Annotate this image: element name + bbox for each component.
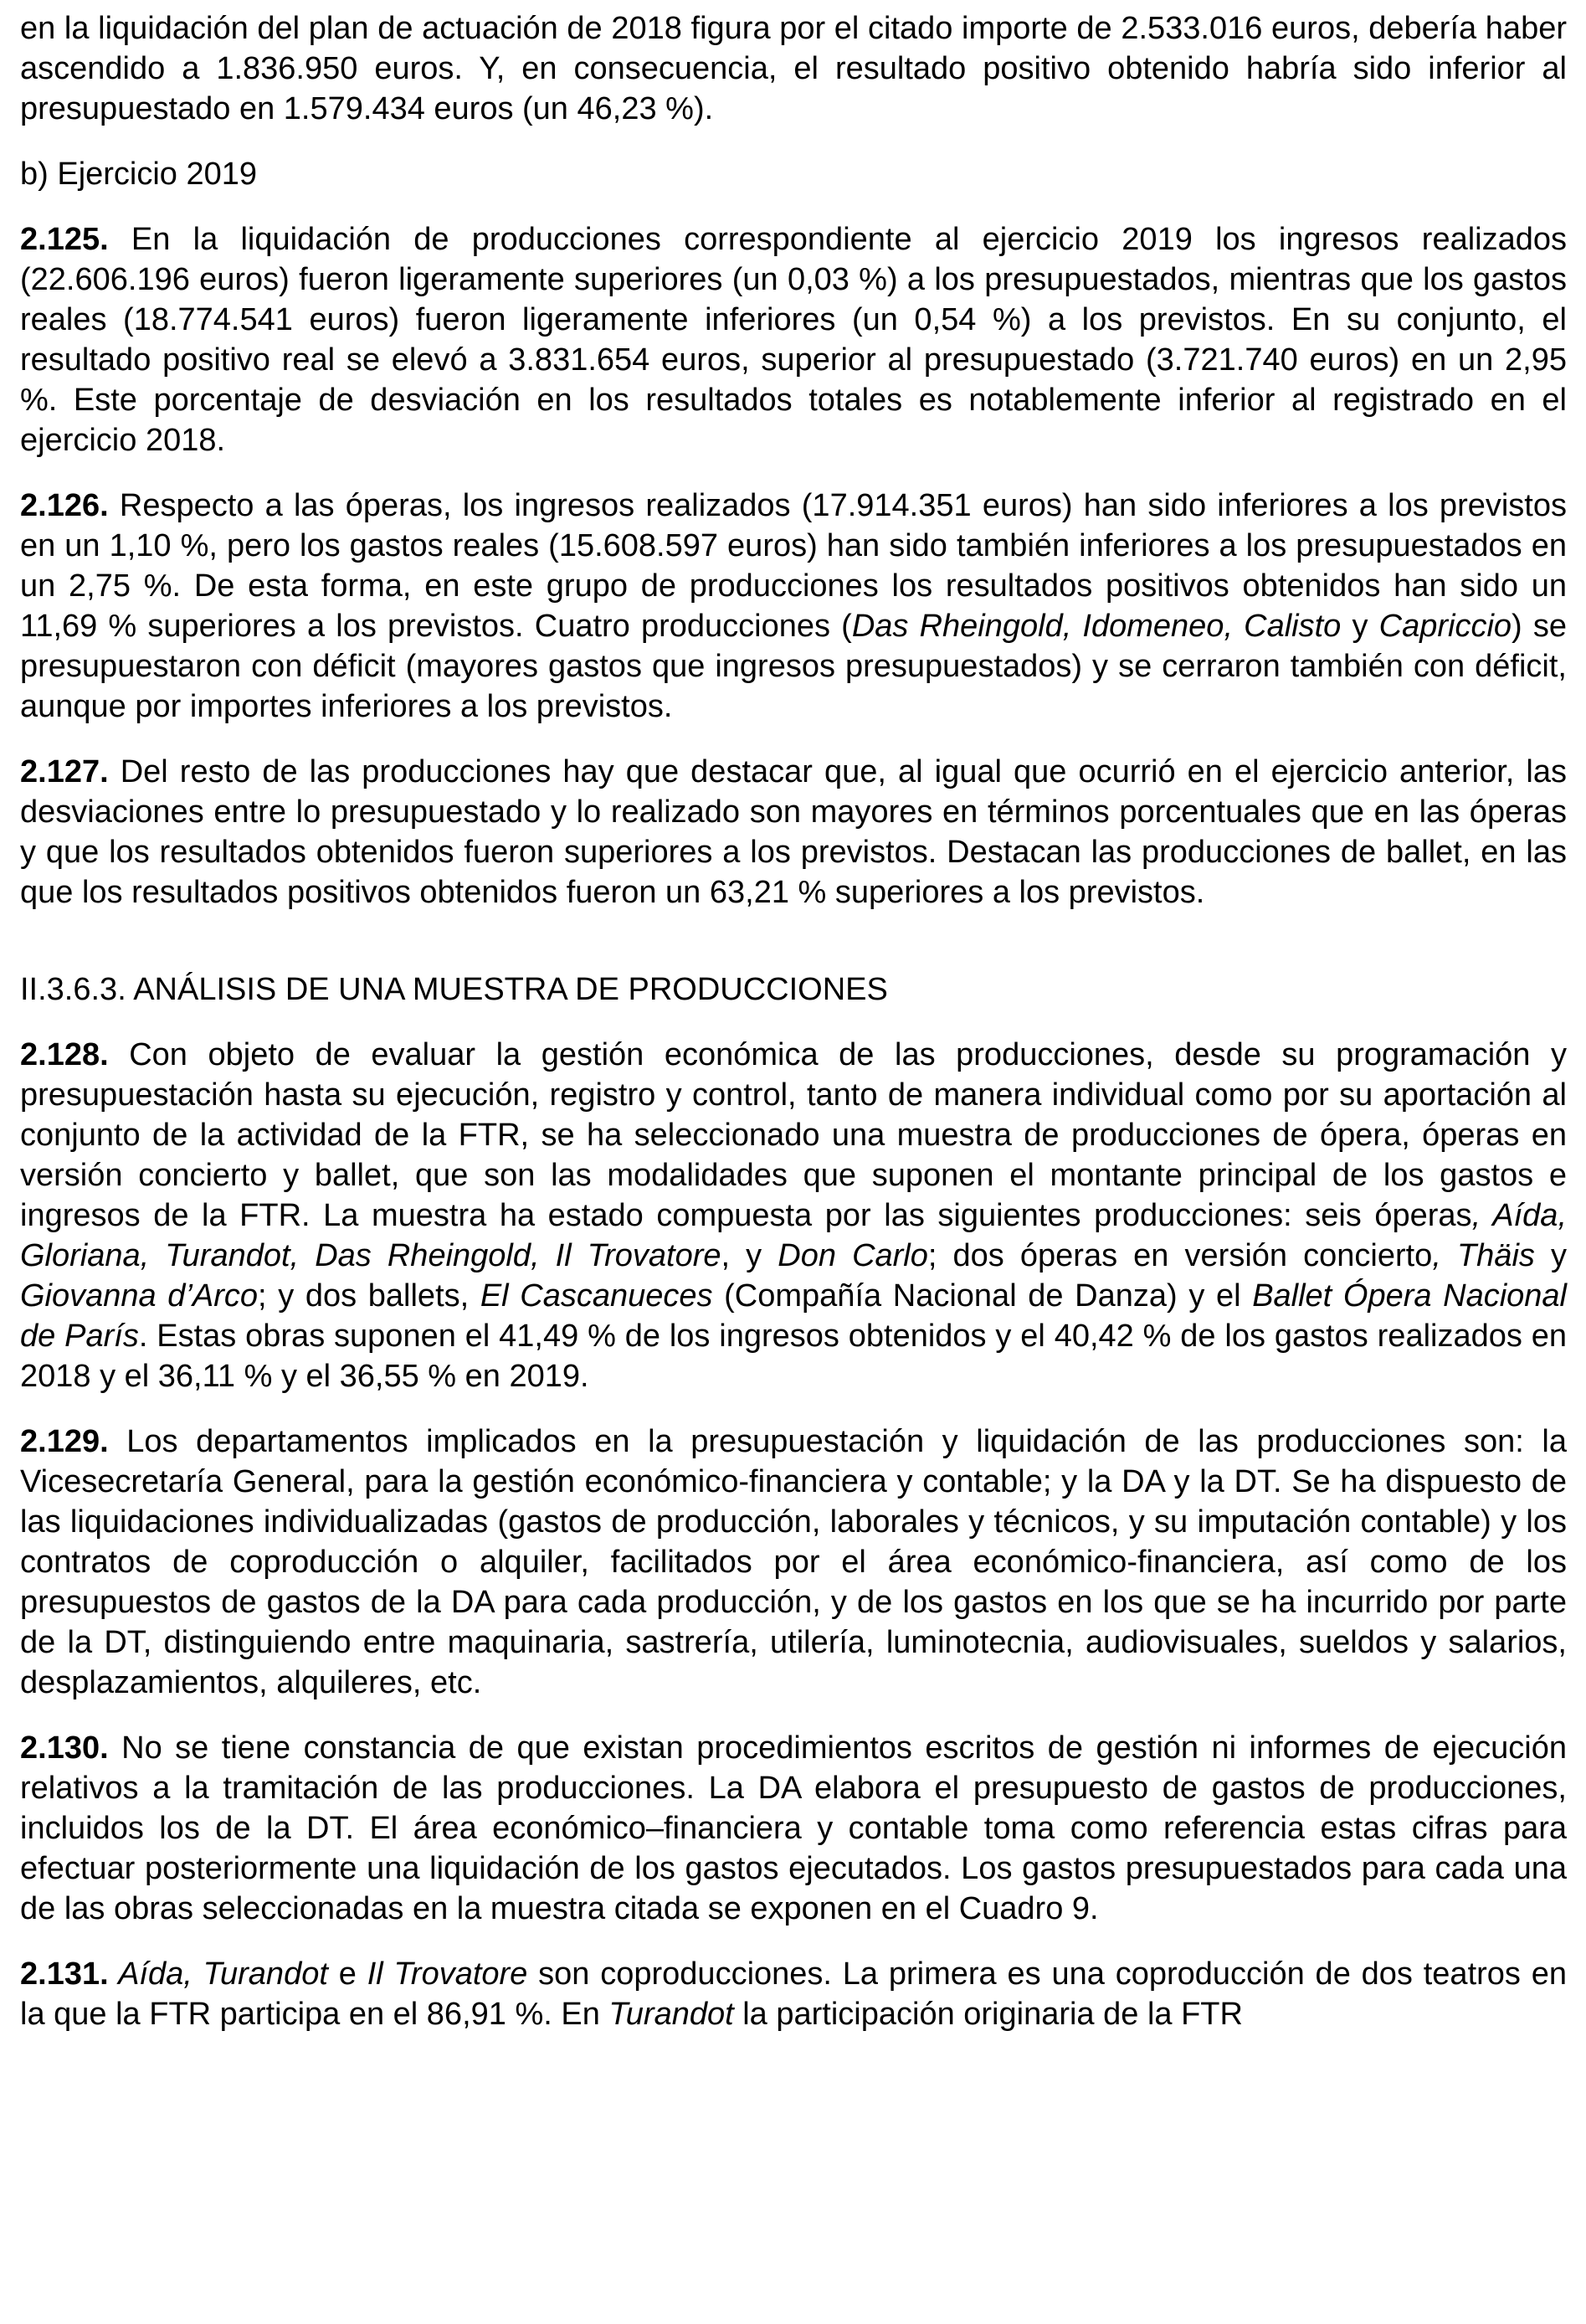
paragraph-number: 2.130. (20, 1730, 109, 1766)
paragraph-number: 2.128. (20, 1037, 109, 1072)
paragraph-2-126 (20, 486, 1567, 727)
italic-title: Giovanna d’Arco (20, 1278, 259, 1314)
paragraph-text: No se tiene constancia de que existan procedimientos escritos de gestión ni informes de ejecución relativos a la tramitación de las producciones. La DA elabora el presupuesto de gastos de producciones, incluidos los de la DT. El área económico–financiera y contable toma como referencia estas cifras para efectuar posteriormente una liquidación de los gastos ejecutados. Los gastos presupuestados para cada una de las obras seleccionadas en la muestra citada se exponen en el Cuadro 9. (20, 1730, 1567, 1926)
paragraph-text: Respecto a las óperas, los ingresos realizados (17.914.351 euros) han sido inferiores a los previstos en un 1,10 %, pero los gastos reales (15.608.597 euros) han sido también inferiores a los presupuestados en un 2,75 %. De esta forma, en este grupo de producciones los resultados positivos obtenidos han sido un 11,69 % superiores a los previstos. Cuatro producciones ( (20, 488, 1567, 644)
italic-title: Aída, Turandot (108, 1956, 328, 1992)
subheading-ejercicio-2019: b) Ejercicio 2019 (20, 157, 258, 192)
paragraph-text: En la liquidación de producciones correspondiente al ejercicio 2019 los ingresos realizados (22.606.196 euros) fueron ligeramente superiores (un 0,03 %) a los presupuestados, mientras que los gastos reales (18.774.541 euros) fueron ligeramente inferiores (un 0,54 %) a los previstos. En su conjunto, el resultado positivo real se elevó a 3.831.654 euros, superior al presupuestado (3.721.740 euros) en un 2,95 %. Este porcentaje de desviación en los resultados totales es notablemente inferior al registrado en el ejercicio 2018. (20, 222, 1567, 458)
italic-title: Ballet Ópera Nacional de París (20, 1278, 1568, 1354)
italic-title: El Cascanueces (480, 1278, 713, 1314)
paragraph-text: e (327, 1956, 367, 1992)
paragraph-text: en la liquidación del plan de actuación de 2018 figura por el citado importe de 2.533.016 euros, debería haber ascendido a 1.836.950 euros. Y, en consecuencia, el resultado positivo obtenido habría sido inferior al presupuestado en 1.579.434 euros (un 46,23 %). (20, 11, 1567, 126)
paragraph-2-129 (20, 1422, 1567, 1703)
paragraph-text: y (1534, 1238, 1567, 1273)
paragraph-intro (20, 8, 1567, 129)
paragraph-2-131 (20, 1954, 1567, 2034)
paragraph-text: la participación originaria de la FTR (733, 1997, 1243, 2032)
italic-title: Don Carlo (778, 1238, 928, 1273)
italic-title: , Aída, Gloriana, Turandot, Das Rheingold, Il Trovatore (20, 1198, 1568, 1273)
paragraph-2-125 (20, 219, 1567, 460)
italic-title: Il Trovatore (367, 1956, 528, 1992)
section-heading: II.3.6.3. ANÁLISIS DE UNA MUESTRA DE PRODUCCIONES (20, 972, 888, 1007)
paragraph-text: (Compañía Nacional de Danza) y el (712, 1278, 1253, 1314)
paragraph-text: son coproducciones. La primera es una coproducción de dos teatros en la que la FTR participa en el 86,91 %. En (20, 1956, 1568, 2032)
paragraph-number: 2.126. (20, 488, 109, 523)
paragraph-text: Con objeto de evaluar la gestión económica de las producciones, desde su programación y presupuestación hasta su ejecución, registro y control, tanto de manera individual como por su aportación al conjunto de la actividad de la FTR, se ha seleccionado una muestra de producciones de ópera, óperas en versión concierto y ballet, que son las modalidades que suponen el montante principal de los gastos e ingresos de la FTR. La muestra ha estado compuesta por las siguientes producciones: seis óperas (20, 1037, 1567, 1233)
paragraph-2-128 (20, 1035, 1567, 1396)
paragraph-text: ) se presupuestaron con déficit (mayores gastos que ingresos presupuestados) y se cerraron también con déficit, aunque por importes inferiores a los previstos. (20, 609, 1567, 724)
italic-title: Turandot (608, 1997, 734, 2032)
paragraph-2-130 (20, 1728, 1567, 1929)
paragraph-2-127 (20, 752, 1567, 913)
paragraph-number: 2.125. (20, 222, 109, 257)
paragraph-text: y (1341, 609, 1379, 644)
paragraph-number: 2.129. (20, 1424, 109, 1459)
paragraph-text: Los departamentos implicados en la presupuestación y liquidación de las producciones son: la Vicesecretaría General, para la gestión económico-financiera y contable; y la DA y la DT. Se ha dispuesto de las liquidaciones individualizadas (gastos de producción, laborales y técnicos, y su imputación contable) y los contratos de coproducción o alquiler, facilitados por el área económico-financiera, así como de los presupuestos de gastos de la DA para cada producción, y de los gastos en los que se ha incurrido por parte de la DT, distinguiendo entre maquinaria, sastrería, utilería, luminotecnia, audiovisuales, sueldos y salarios, desplazamientos, alquileres, etc. (20, 1424, 1567, 1700)
paragraph-text: ; y dos ballets, (258, 1278, 480, 1314)
italic-title: Das Rheingold, Idomeneo, Calisto (851, 609, 1342, 644)
paragraph-text: . Estas obras suponen el 41,49 % de los ingresos obtenidos y el 40,42 % de los gastos realizados en 2018 y el 36,11 % y el 36,55 % en 2019. (20, 1319, 1567, 1394)
paragraph-text: Del resto de las producciones hay que destacar que, al igual que ocurrió en el ejercicio anterior, las desviaciones entre lo presupuestado y lo realizado son mayores en términos porcentuales que en las óperas y que los resultados obtenidos fueron superiores a los previstos. Destacan las producciones de ballet, en las que los resultados positivos obtenidos fueron un 63,21 % superiores a los previstos. (20, 754, 1567, 910)
italic-title: Capriccio (1378, 609, 1512, 644)
paragraph-number: 2.131. (20, 1956, 109, 1992)
paragraph-text: , y (721, 1238, 778, 1273)
document-page (20, 8, 1567, 2034)
paragraph-text: ; dos óperas en versión concierto (927, 1238, 1433, 1273)
italic-title: , Thäis (1432, 1238, 1535, 1273)
paragraph-number: 2.127. (20, 754, 109, 789)
